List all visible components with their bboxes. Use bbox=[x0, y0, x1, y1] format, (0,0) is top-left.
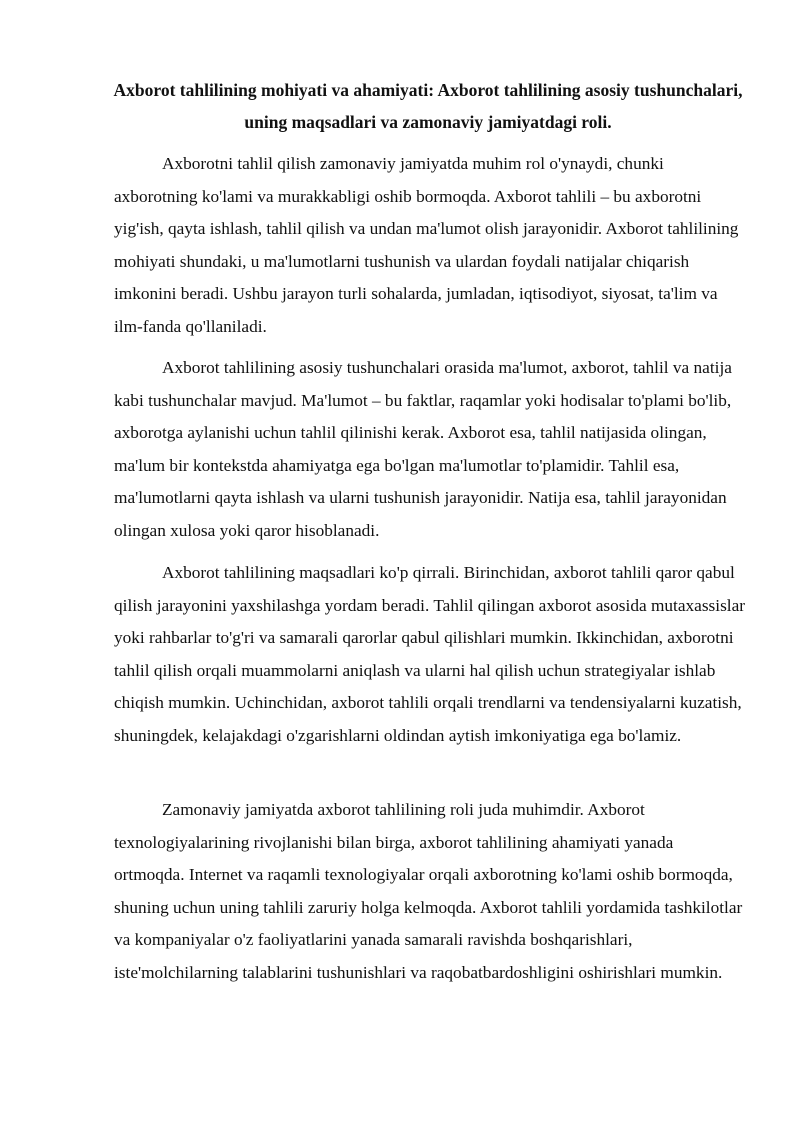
paragraph-3: Axborot tahlilining maqsadlari ko'p qirrali. Birinchidan, axborot tahlili qaror qabul qilish jarayonini yaxshilashga yordam beradi. Tahlil qilingan axborot asosida mutaxassislar yoki rahbarlar to'g'ri va samarali qarorlar qabul qilishlari mumkin. Ikkinchidan, axborotni tahlil qilish orqali muammolarni aniqlash va ularni hal qilish uchun strategiyalar ishlab chiqish mumkin. Uchinchidan, axborot tahlili orqali trendlarni va tendensiyalarni kuzatish, shuningdek, kelajakdagi o'zgarishlarni oldindan aytish imkoniyatiga ega bo'lamiz. bbox=[114, 563, 746, 745]
paragraph-2: Axborot tahlilining asosiy tushunchalari orasida ma'lumot, axborot, tahlil va natija kabi tushunchalar mavjud. Ma'lumot – bu faktlar, raqamlar yoki hodisalar to'plami bo'lib, axborotga aylanishi uchun tahlil qilinishi kerak. Axborot esa, tahlil natijasida olingan, ma'lum bir kontekstda ahamiyatga ega bo'lgan ma'lumotlar to'plamidir. Tahlil esa, ma'lumotlarni qayta ishlash va ularni tushunish jarayonidir. Natija esa, tahlil jarayonidan olingan xulosa yoki qaror hisoblanadi. bbox=[114, 358, 732, 540]
document-title: Axborot tahlilining mohiyati va ahamiyati: Axborot tahlilining asosiy tushunchalari, uning maqsadlari va zamonaviy jamiyatdagi roli. bbox=[113, 80, 743, 132]
paragraph-1: Axborotni tahlil qilish zamonaviy jamiyatda muhim rol o'ynaydi, chunki axborotning ko'lami va murakkabligi oshib bormoqda. Axborot tahlili – bu axborotni yig'ish, qayta ishlash, tahlil qilish va undan ma'lumot olish jarayonidir. Axborot tahlilining mohiyati shundaki, u ma'lumotlarni tushunish va ulardan foydali natijalar chiqarish imkonini beradi. Ushbu jarayon turli sohalarda, jumladan, iqtisodiyot, siyosat, ta'lim va ilm-fanda qo'llaniladi. bbox=[114, 154, 739, 336]
paragraph-4: Zamonaviy jamiyatda axborot tahlilining roli juda muhimdir. Axborot texnologiyalarining rivojlanishi bilan birga, axborot tahlilining ahamiyati yanada ortmoqda. Internet va raqamli texnologiyalar orqali axborotning ko'lami oshib bormoqda, shuning uchun uning tahlili zaruriy holga kelmoqda. Axborot tahlili yordamida tashkilotlar va kompaniyalar o'z faoliyatlarini yanada samarali ravishda boshqarishlari, iste'molchilarning talablarini tushunishlari va raqobatbardoshligini oshirishlari mumkin. bbox=[114, 800, 743, 982]
